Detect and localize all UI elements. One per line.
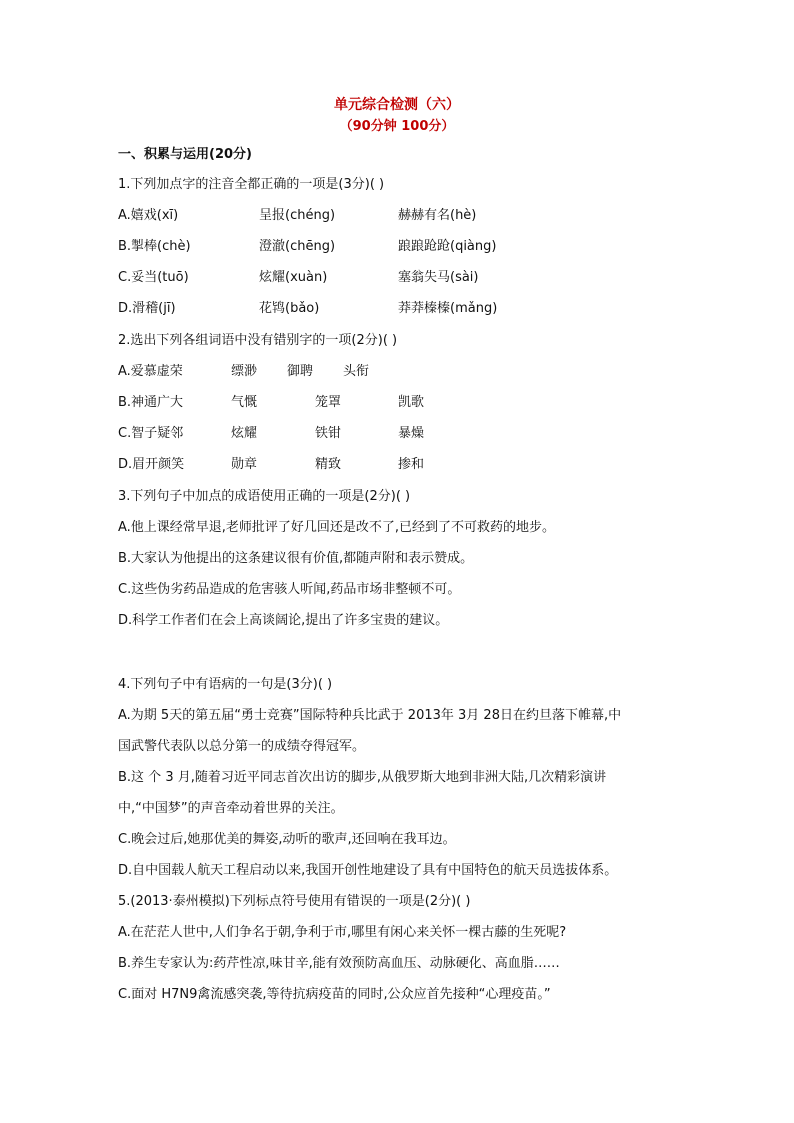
q1-option-b-col2: 澄澈(chēng)	[259, 239, 336, 254]
q1-option-d-col3: 莽莽榛榛(mǎng)	[398, 301, 498, 316]
q2-option-b-col2: 气慨	[231, 395, 258, 410]
q1-option-a-col3: 赫赫有名(hè)	[398, 208, 477, 223]
q2-option-c-col2: 炫耀	[231, 426, 258, 441]
q2-option-b-col1: B.神通广大	[118, 395, 184, 410]
q3-option-b: B.大家认为他提出的这条建议很有价值,都随声附和表示赞成。	[118, 551, 474, 566]
q2-option-c-col4: 暴燥	[398, 426, 425, 441]
q1-option-a-col2: 呈报(chéng)	[259, 208, 336, 223]
q1-option-c-col3: 塞翁失马(sài)	[398, 270, 479, 285]
question-4-stem: 4.下列句子中有语病的一句是(3分)( )	[118, 677, 333, 692]
q5-option-a: A.在茫茫人世中,人们争名于朝,争利于市,哪里有闲心来关怀一棵古藤的生死呢?	[118, 925, 567, 940]
q1-option-b-col3: 踉踉跄跄(qiàng)	[398, 239, 497, 254]
q4-option-b-line1: B.这 个 3 月,随着习近平同志首次出访的脚步,从俄罗斯大地到非洲大陆,几次精彩演讲	[118, 770, 607, 785]
q2-option-a-col3: 御聘	[287, 364, 314, 379]
q4-option-c: C.晚会过后,她那优美的舞姿,动听的歌声,还回响在我耳边。	[118, 832, 456, 847]
q1-option-c-col2: 炫耀(xuàn)	[259, 270, 328, 285]
q2-option-a-col4: 头衔	[343, 364, 370, 379]
q2-option-b-col4: 凯歌	[398, 395, 425, 410]
question-3-stem: 3.下列句子中加点的成语使用正确的一项是(2分)( )	[118, 489, 411, 504]
q2-option-d-col4: 掺和	[398, 457, 425, 472]
q5-option-b: B.养生专家认为:药芹性凉,味甘辛,能有效预防高血压、动脉硬化、高血脂……	[118, 956, 560, 971]
q1-option-c-col1: C.妥当(tuō)	[118, 270, 189, 285]
q2-option-d-col2: 勋章	[231, 457, 258, 472]
q4-option-b-line2: 中,“中国梦”的声音牵动着世界的关注。	[118, 801, 344, 816]
page-title: 单元综合检测（六）	[334, 97, 460, 113]
q2-option-c-col1: C.智子疑邻	[118, 426, 184, 441]
q2-option-a-col2: 缥渺	[231, 364, 258, 379]
question-1-stem: 1.下列加点字的注音全都正确的一项是(3分)( )	[118, 177, 385, 192]
q1-option-b-col1: B.掣棒(chè)	[118, 239, 191, 254]
q4-option-d: D.自中国载人航天工程启动以来,我国开创性地建设了具有中国特色的航天员选拔体系。	[118, 863, 618, 878]
section-heading: 一、积累与运用(20分)	[118, 147, 252, 162]
q2-option-d-col1: D.眉开颜笑	[118, 457, 185, 472]
q3-option-a: A.他上课经常早退,老师批评了好几回还是改不了,已经到了不可救药的地步。	[118, 520, 556, 535]
q4-option-a-line2: 国武警代表队以总分第一的成绩夺得冠军。	[118, 739, 366, 754]
q2-option-c-col3: 铁钳	[315, 426, 342, 441]
q1-option-a-col1: A.嬉戏(xī)	[118, 208, 179, 223]
q5-option-c: C.面对 H7N9禽流感突袭,等待抗病疫苗的同时,公众应首先接种“心理疫苗。”	[118, 987, 551, 1002]
q4-option-a-line1: A.为期 5天的第五届“勇士竞赛”国际特种兵比武于 2013年 3月 28日在约旦落下帷幕,中	[118, 708, 622, 723]
q2-option-d-col3: 精致	[315, 457, 342, 472]
page-subtitle: （90分钟 100分）	[339, 119, 455, 134]
q1-option-d-col1: D.滑稽(jī)	[118, 301, 176, 316]
question-2-stem: 2.选出下列各组词语中没有错别字的一项(2分)( )	[118, 333, 398, 348]
q2-option-a-col1: A.爱慕虚荣	[118, 364, 183, 379]
q3-option-d: D.科学工作者们在会上高谈阔论,提出了许多宝贵的建议。	[118, 613, 449, 628]
q2-option-b-col3: 笼罩	[315, 395, 342, 410]
q3-option-c: C.这些伪劣药品造成的危害骇人听闻,药品市场非整顿不可。	[118, 582, 461, 597]
q1-option-d-col2: 花鸨(bǎo)	[259, 301, 320, 316]
question-5-stem: 5.(2013·泰州模拟)下列标点符号使用有错误的一项是(2分)( )	[118, 894, 471, 909]
